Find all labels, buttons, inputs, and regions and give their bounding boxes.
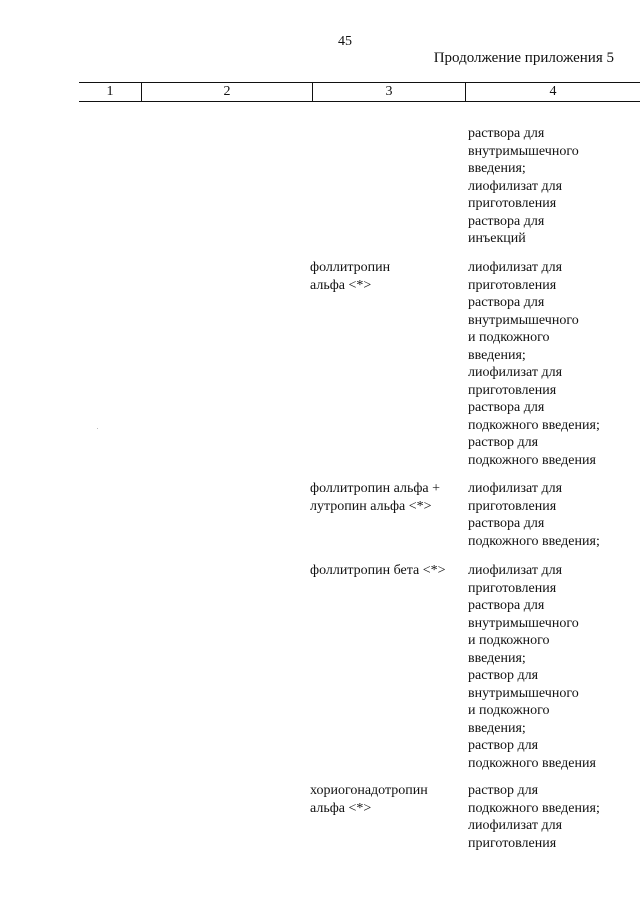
drug-name-cell xyxy=(310,782,465,817)
dosage-form-cell xyxy=(468,782,638,852)
dosage-form-line: лиофилизат для xyxy=(468,260,563,275)
dosage-form-line: внутримышечного xyxy=(468,312,579,328)
table-header-row xyxy=(79,82,640,102)
continuation-label: Продолжение приложения 5 xyxy=(433,50,614,66)
dosage-form-line: раствор для xyxy=(468,435,539,450)
dosage-form-line: приготовления xyxy=(468,196,557,211)
dosage-form-line: раствора для xyxy=(468,213,545,229)
dosage-form-line: лиофилизат для xyxy=(468,365,563,380)
dosage-form-line: приготовления xyxy=(468,382,557,398)
dosage-form-line: введения; xyxy=(468,720,526,736)
column-header-3: 3 xyxy=(385,84,393,99)
drug-name-line: фоллитропин бета <*> xyxy=(310,563,446,578)
dosage-form-line: приготовления xyxy=(468,277,557,293)
dosage-form-line: подкожного введения; xyxy=(468,417,600,433)
dosage-form-line: лиофилизат для xyxy=(468,563,563,578)
dosage-form-line: раствора для xyxy=(468,295,545,310)
column-header-4: 4 xyxy=(549,84,557,99)
dosage-form-cell xyxy=(468,480,638,550)
dosage-form-line: подкожного введения; xyxy=(468,533,600,549)
dosage-form-line: введения; xyxy=(468,650,526,666)
scan-speck xyxy=(97,428,98,429)
drug-name-cell xyxy=(310,480,465,515)
dosage-form-line: подкожного введения; xyxy=(468,800,600,816)
dosage-form-line: раствора для xyxy=(468,598,545,613)
dosage-form-line: подкожного введения xyxy=(468,452,596,468)
drug-name-cell xyxy=(310,259,465,294)
page-number: 45 xyxy=(338,34,352,49)
dosage-form-line: раствор для xyxy=(468,783,539,798)
dosage-form-line: раствор для xyxy=(468,668,539,683)
dosage-form-line: и подкожного xyxy=(468,330,550,345)
dosage-form-line: раствор для xyxy=(468,738,539,753)
column-header-1: 1 xyxy=(106,84,114,99)
dosage-form-line: лиофилизат для xyxy=(468,178,563,194)
dosage-form-line: внутримышечного xyxy=(468,685,579,701)
drug-name-line: хориогонадотропин xyxy=(310,783,428,798)
drug-name-line: альфа <*> xyxy=(310,277,372,293)
dosage-form-line: лиофилизат для xyxy=(468,481,563,496)
header-bottom-border xyxy=(79,101,640,102)
drug-name-line: альфа <*> xyxy=(310,800,372,816)
drug-name-line: фоллитропин альфа + xyxy=(310,481,441,496)
dosage-form-line: и подкожного xyxy=(468,703,550,718)
dosage-form-line: и подкожного xyxy=(468,633,550,648)
dosage-form-cell xyxy=(468,562,638,772)
dosage-form-line: внутримышечного xyxy=(468,615,579,631)
drug-name-line: фоллитропин xyxy=(310,260,391,275)
column-header-2: 2 xyxy=(223,84,231,99)
dosage-form-cell xyxy=(468,125,638,248)
dosage-form-line: приготовления xyxy=(468,835,557,851)
drug-name-cell xyxy=(310,562,465,580)
dosage-form-line: инъекций xyxy=(468,231,526,246)
drug-name-line: лутропин альфа <*> xyxy=(310,498,432,514)
dosage-form-line: введения; xyxy=(468,161,526,176)
dosage-form-line: подкожного введения xyxy=(468,755,596,771)
dosage-form-cell xyxy=(468,259,638,469)
dosage-form-line: лиофилизат для xyxy=(468,818,563,833)
dosage-form-line: раствора для xyxy=(468,400,545,415)
dosage-form-line: раствора для xyxy=(468,516,545,531)
dosage-form-line: приготовления xyxy=(468,498,557,514)
dosage-form-line: раствора для xyxy=(468,126,545,141)
dosage-form-line: приготовления xyxy=(468,580,557,596)
dosage-form-line: внутримышечного xyxy=(468,143,579,159)
dosage-form-line: введения; xyxy=(468,347,526,363)
